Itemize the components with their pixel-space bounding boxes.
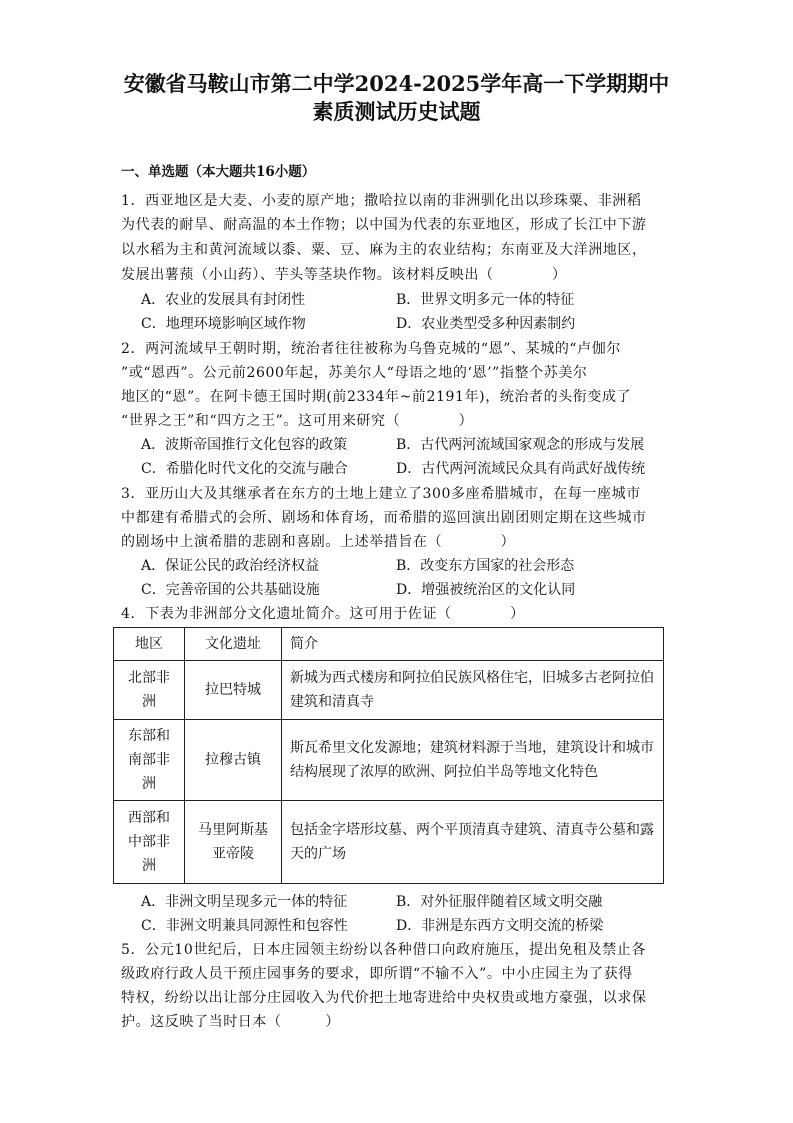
table-row	[114, 801, 664, 884]
table-cell-site: 马里阿斯基亚帝陵	[185, 801, 282, 884]
q2-option-b: B．古代两河流域国家观念的形成与发展	[396, 437, 645, 453]
q1-line: 发展出薯蓣（小山药）、芋头等茎块作物。该材料反映出（ ）	[121, 267, 567, 283]
table-cell-desc: 新城为西式楼房和阿拉伯民族风格住宅，旧城多古老阿拉伯建筑和清真寺	[282, 661, 664, 720]
q3-line: 的剧场中上演希腊的悲剧和喜剧。上述举措旨在（ ）	[121, 534, 516, 550]
q3-option-c: C．完善帝国的公共基础设施	[141, 582, 320, 598]
q4-option-a: A．非洲文明呈现多元一体的特征	[141, 894, 348, 910]
table-row	[114, 720, 664, 801]
q2-option-a: A．波斯帝国推行文化包容的政策	[141, 437, 348, 453]
q3-line: 3．亚历山大及其继承者在东方的土地上建立了300多座希腊城市，在每一座城市	[121, 486, 641, 502]
q4-option-c: C．非洲文明兼具同源性和包容性	[141, 918, 348, 934]
q2-option-c: C．希腊化时代文化的交流与融合	[141, 461, 348, 477]
q1-line: 1．西亚地区是大麦、小麦的原产地；撒哈拉以南的非洲驯化出以珍珠粟、非洲稻	[121, 193, 642, 209]
q1-option-c: C．地理环境影响区域作物	[141, 316, 306, 332]
q5-line: 级政府行政人员干预庄园事务的要求，即所谓“不输不入”。中小庄园主为了获得	[121, 966, 633, 982]
q1-line: 以水稻为主和黄河流域以黍、粟、豆、麻为主的农业结构；东南亚及大洋洲地区，	[121, 242, 647, 258]
q4-option-b: B．对外征服伴随着区域文明交融	[396, 894, 603, 910]
page-title-line1: 安徽省马鞍山市第二中学2024-2025学年高一下学期期中	[123, 71, 670, 96]
q2-option-d: D．古代两河流域民众具有尚武好战传统	[396, 461, 646, 477]
table-cell-site: 拉穆古镇	[185, 720, 282, 801]
table-header-cell: 文化遗址	[185, 628, 282, 661]
table-header-row	[114, 628, 664, 661]
table-cell-site: 拉巴特城	[185, 661, 282, 720]
table-cell-desc: 斯瓦希里文化发源地；建筑材料源于当地，建筑设计和城市结构展现了浓厚的欧洲、阿拉伯半岛等地文化特色	[282, 720, 664, 801]
q3-line: 中都建有希腊式的会所、剧场和体育场，而希腊的巡回演出剧团则定期在这些城市	[121, 510, 647, 526]
q2-line: 2．两河流域早王朝时期，统治者往往被称为乌鲁克城的“恩”、某城的“卢伽尔	[121, 341, 621, 357]
table-cell-region: 西部和中部非洲	[114, 801, 185, 884]
section-heading: 一、单选题（本大题共16小题）	[121, 164, 316, 180]
page-title-line2: 素质测试历史试题	[312, 99, 481, 124]
table-cell-region: 北部非洲	[114, 661, 185, 720]
q3-option-a: A．保证公民的政治经济权益	[141, 558, 320, 574]
table-header-cell: 简介	[282, 628, 664, 661]
q2-line: 地区的“恩”。在阿卡德王国时期(前2334年~前2191年)，统治者的头衔变成了	[121, 389, 632, 405]
table-cell-desc: 包括金字塔形坟墓、两个平顶清真寺建筑、清真寺公墓和露天的广场	[282, 801, 664, 884]
q5-line: 5．公元10世纪后，日本庄园领主纷纷以各种借口向政府施压，提出免租及禁止各	[121, 942, 646, 958]
table-row	[114, 661, 664, 720]
q4-stem: 4．下表为非洲部分文化遗址简介。这可用于佐证（ ）	[121, 606, 525, 622]
q3-option-b: B．改变东方国家的社会形态	[396, 558, 575, 574]
q2-line: “世界之王”和“四方之王”。这可用来研究（ ）	[121, 413, 474, 429]
q5-line: 护。这反映了当时日本（ ）	[121, 1014, 340, 1030]
q1-option-b: B．世界文明多元一体的特征	[396, 292, 575, 308]
q5-line: 特权，纷纷以出让部分庄园收入为代价把土地寄进给中央权贵或地方豪强，以求保	[121, 990, 647, 1006]
q1-line: 为代表的耐旱、耐高温的本土作物；以中国为代表的东亚地区，形成了长江中下游	[121, 217, 647, 233]
q3-option-d: D．增强被统治区的文化认同	[396, 582, 576, 598]
table-header-cell: 地区	[114, 628, 185, 661]
q2-line: ”或“恩西”。公元前2600年起，苏美尔人“母语之地的‘恩’”指整个苏美尔	[121, 365, 588, 381]
q1-option-d: D．农业类型受多种因素制约	[396, 316, 576, 332]
africa-sites-table	[113, 627, 664, 884]
table-cell-region: 东部和南部非洲	[114, 720, 185, 801]
q1-option-a: A．农业的发展具有封闭性	[141, 292, 306, 308]
q4-option-d: D．非洲是东西方文明交流的桥梁	[396, 918, 604, 934]
